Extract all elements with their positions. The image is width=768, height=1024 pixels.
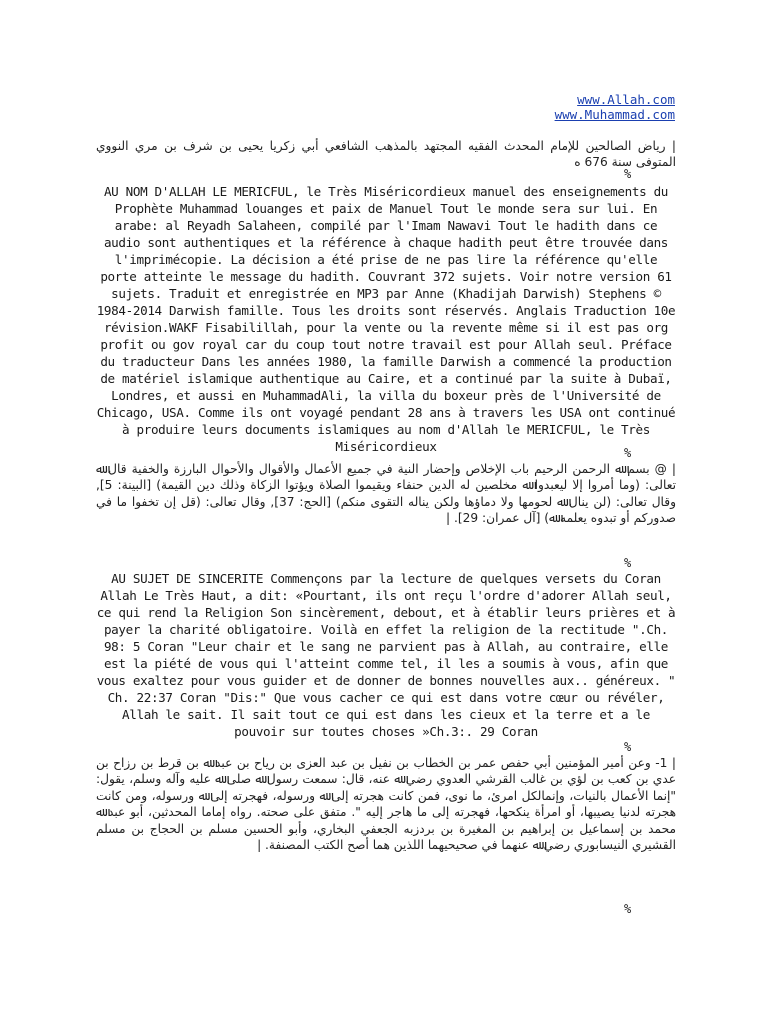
link-allah[interactable]: www.Allah.com <box>577 92 675 107</box>
chapter-arabic: | @ بسم ﷲ الرحمن الرحيم باب الإخلاص وإحضار النية في جميع الأعمال والأقوال والأحوال البارزة والخفية قال ﷲ تعالى: (وما أمروا إلا ليعبدوا ﷲ مخلصين له الدين حنفاء ويقيموا الصلاة ويؤتوا الزكاة وذلك دين القيمة) [البينة: 5], وقال تعالى: (لن ينال ﷲ لحومها ولا دماؤها ولكن يناله التقوى منكم) [الحج: 37], وقال تعالى: (قل إن تخفوا ما في صدوركم أو تبدوه يعلمه ﷲ) [آل عمران: 29]. | <box>96 462 676 526</box>
intro-french: AU NOM D'ALLAH LE MERICFUL, le Très Miséricordieux manuel des enseignements du Prophète Muhammad louanges et paix de Manuel Tout le monde sera sur lui. En arabe: al Reyadh Salaheen, compilé par l'Imam Nawavi Tout le hadith dans ce audio sont authentiques et la référence à chaque hadith peut être trouvée dans l'imprimécopie. La décision a été prise de ne pas lire la référence qu'elle porte atteinte le message du hadith. Couvrant 372 sujets. Voir notre version 61 sujets. Traduit et enregistrée en MP3 par Anne (Khadijah Darwish) Stephens © 1984-2014 Darwish famille. Tous les droits sont réservés. Anglais Traduction 10e révision.WAKF Fisabilillah, pour la vente ou la revente même si il est pas org profit ou gov royal car du coup tout notre travail est pour Allah seul. Préface du traducteur Dans les années 1980, la famille Darwish a commencé la production de matériel islamique authentique au Caire, et a continué par la suite à Dubaï, Londres, et aussi en MuhammadAli, la villa du boxeur près de l'Université de Chicago, USA. Comme ils ont voyagé pendant 28 ans à travers les USA ont continué à produire leurs documents islamiques au nom d'Allah le MERICFUL, le Très Miséricordieux <box>96 184 676 454</box>
hadith-arabic: | 1- وعن أمير المؤمنين أبي حفص عمر بن الخطاب بن نفيل بن عبد العزى بن رياح بن عبد ﷲ بن قرط بن رزاح بن عدي بن كعب بن لؤي بن غالب القرشي العدوي رضي ﷲ عنه، قال: سمعت رسول ﷲ صلى ﷲ عليه وآله وسلم، يقول: "إنما الأعمال بالنيات، وإنمالكل امرئ، ما نوى، فمن كانت هجرته إلى ﷲ ورسوله، فهجرته إلى ﷲ ورسوله، ومن كانت هجرته لدنيا يصيبها، أو امرأة ينكحها، فهجرته إلى ما هاجر إليه ". متفق على صحته. رواه إماما المحدثين، أبو عبد ﷲ محمد بن إسماعيل بن إبراهيم بن المغيرة بن بردزبه الجعفي البخاري، وأبو الحسين مسلم بن الحجاج بن مسلم القشيري النيسابوري رضي ﷲ عنهما في صحيحيهما اللذين هما أصح الكتب المصنفة. | <box>96 756 676 853</box>
sincerity-french: AU SUJET DE SINCERITE Commençons par la lecture de quelques versets du Coran Allah Le Très Haut, a dit: «Pourtant, ils ont reçu l'ordre d'adorer Allah seul, ce qui rend la Religion Son sincèrement, debout, et à établir leurs prières et à payer la charité obligatoire. Voilà en effet la religion de la rectitude ".Ch. 98: 5 Coran "Leur chair et le sang ne parvient pas à Allah, au contraire, elle est la piété de vous qui l'atteint comme tel, il les a soumis à vous, afin que vous exaltez pour vous guider et de donner de bonnes nouvelles aux.. généreux. " Ch. 22:37 Coran "Dis:" Que vous cacher ce qui est dans votre cœur ou révéler, Allah le sait. Il sait tout ce qui est dans les cieux et la terre et a le pouvoir sur toutes choses »Ch.3:. 29 Coran <box>96 571 676 739</box>
title-arabic: | رياض الصالحين للإمام المحدث الفقيه المجتهد بالمذهب الشافعي أبي زكريا يحيى بن شرف بن مري النووي المتوفى سنة 676 ه <box>96 139 676 170</box>
separator-4: % <box>624 740 632 754</box>
separator-5: % <box>624 902 632 916</box>
separator-3: % <box>624 556 632 570</box>
separator-2: % <box>624 446 632 460</box>
separator-1: % <box>624 167 632 181</box>
header-links <box>555 92 675 122</box>
link-muhammad[interactable]: www.Muhammad.com <box>554 107 675 122</box>
